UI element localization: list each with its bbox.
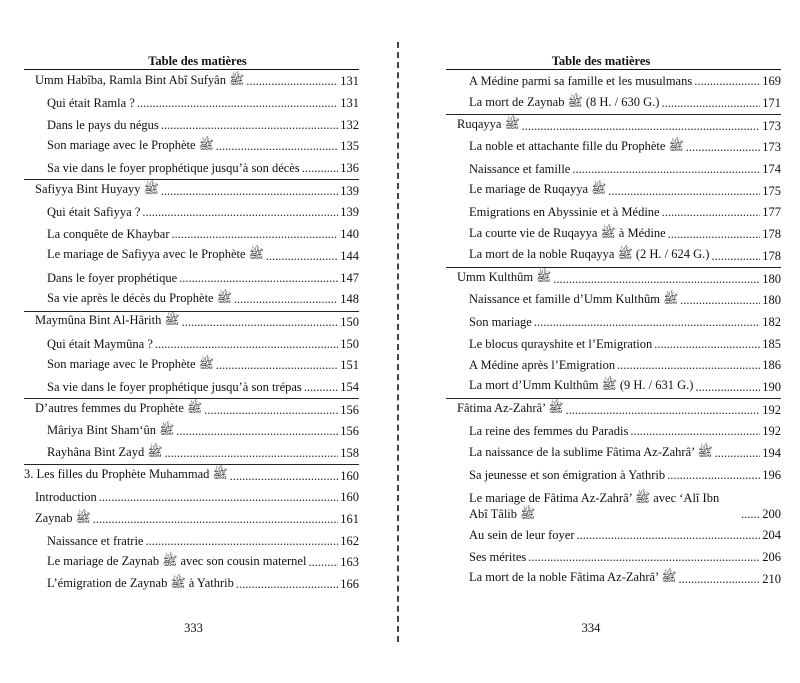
toc-entry-label: Maymûna Bint Al-Hârith ﷺ xyxy=(35,313,180,328)
toc-entry-page: 180 xyxy=(762,293,781,308)
toc-entry-page: 148 xyxy=(340,292,359,307)
toc-entry[interactable] xyxy=(24,377,359,400)
toc-entry-label: Fâtima Az-Zahrâ’ ﷺ xyxy=(457,401,564,416)
right-page xyxy=(402,0,800,683)
toc-entry[interactable] xyxy=(446,93,781,116)
toc-entry[interactable] xyxy=(24,509,359,531)
toc-entry-label: Naissance et fratrie xyxy=(47,533,144,548)
toc-leader-dots xyxy=(164,446,338,461)
toc-entry[interactable] xyxy=(446,464,781,486)
toc-entry-label: Sa vie dans le foyer prophétique jusqu’à son décès xyxy=(47,161,300,176)
toc-entry-label: La mort de la noble Fâtima Az-Zahrâ’ ﷺ xyxy=(469,570,677,585)
toc-entry[interactable] xyxy=(24,465,359,487)
toc-entry[interactable] xyxy=(446,568,781,590)
toc-entry-page: 171 xyxy=(762,96,781,111)
toc-entry-label: Umm Habîba, Ramla Bint Abî Sufyân ﷺ xyxy=(35,72,245,87)
toc-entry-page: 177 xyxy=(762,205,781,220)
toc-leader-dots xyxy=(308,555,338,570)
toc-entry-label: Qui était Ramla ? xyxy=(47,96,135,111)
toc-entry[interactable] xyxy=(24,114,359,136)
toc-leader-dots xyxy=(680,293,760,308)
toc-entry-page: 160 xyxy=(340,490,359,505)
toc-entry[interactable] xyxy=(446,71,781,93)
toc-leader-dots xyxy=(522,119,761,134)
toc-leader-dots xyxy=(172,227,339,242)
toc-entry[interactable] xyxy=(446,312,781,334)
toc-leader-dots xyxy=(686,140,761,155)
toc-entry-page: 180 xyxy=(762,271,781,286)
toc-leader-dots xyxy=(99,490,338,505)
toc-entry-label: Dans le foyer prophétique xyxy=(47,270,178,285)
toc-entry[interactable] xyxy=(24,574,359,596)
toc-entry[interactable] xyxy=(446,333,781,355)
toc-entry-page: 151 xyxy=(340,358,359,373)
toc-entry[interactable] xyxy=(446,421,781,443)
toc-leader-dots xyxy=(142,205,338,220)
toc-entry[interactable] xyxy=(24,267,359,289)
toc-leader-dots xyxy=(694,74,760,89)
toc-entry[interactable] xyxy=(24,246,359,268)
left-toc-list xyxy=(24,71,359,596)
toc-leader-dots xyxy=(553,272,760,287)
toc-leader-dots xyxy=(216,358,338,373)
toc-leader-dots xyxy=(145,534,338,549)
toc-entry-label: Umm Kulthûm ﷺ xyxy=(457,270,552,285)
toc-entry[interactable] xyxy=(24,136,359,158)
toc-entry-label: D’autres femmes du Prophète ﷺ xyxy=(35,401,203,416)
toc-entry-label: Ruqayya ﷺ xyxy=(457,117,520,132)
toc-entry-page: 194 xyxy=(762,446,781,461)
toc-leader-dots xyxy=(741,507,760,525)
toc-entry-label: L’émigration de Zaynab ﷺ à Yathrib xyxy=(47,575,234,590)
toc-entry-label: Au sein de leur foyer xyxy=(469,528,575,543)
toc-entry[interactable] xyxy=(24,158,359,181)
toc-leader-dots xyxy=(662,205,761,220)
toc-entry[interactable] xyxy=(446,180,781,202)
toc-entry-label: Le mariage de Safiyya avec le Prophète ﷺ xyxy=(47,247,264,262)
toc-leader-dots xyxy=(234,292,338,307)
toc-entry-page: 163 xyxy=(340,555,359,570)
toc-entry[interactable] xyxy=(446,224,781,246)
toc-leader-dots xyxy=(236,577,338,592)
toc-entry-page: 158 xyxy=(340,446,359,461)
toc-entry-page: 190 xyxy=(762,379,781,394)
toc-entry-page: 173 xyxy=(762,140,781,155)
toc-entry-label: Le mariage de Zaynab ﷺ avec son cousin maternel xyxy=(47,553,307,568)
toc-entry-page: 210 xyxy=(762,571,781,586)
toc-leader-dots xyxy=(182,315,339,330)
toc-entry[interactable] xyxy=(24,333,359,355)
toc-entry-page: 160 xyxy=(340,468,359,483)
toc-entry-page: 178 xyxy=(762,227,781,242)
toc-entry[interactable] xyxy=(446,159,781,181)
toc-leader-dots xyxy=(179,271,338,286)
toc-entry-label: La conquête de Khaybar xyxy=(47,227,170,242)
toc-leader-dots xyxy=(155,337,338,352)
toc-entry-label: Le mariage de Fâtima Az-Zahrâ’ ﷺ avec ‘Alî Ibn Abî Tâlib ﷺ xyxy=(469,491,720,522)
toc-entry-page: 175 xyxy=(762,183,781,198)
toc-leader-dots xyxy=(216,139,338,154)
toc-entry[interactable] xyxy=(24,355,359,377)
right-page-number: 334 xyxy=(581,621,601,635)
toc-entry-label: 3. Les filles du Prophète Muhammad ﷺ xyxy=(24,467,228,482)
toc-entry-page: 140 xyxy=(340,227,359,242)
toc-leader-dots xyxy=(617,358,760,373)
toc-entry-page: 196 xyxy=(762,467,781,482)
toc-entry-label: La mort de la noble Ruqayya ﷺ (2 H. / 624 G.) xyxy=(469,247,710,262)
toc-entry-label: Sa jeunesse et son émigration à Yathrib xyxy=(469,467,666,482)
toc-entry-page: 178 xyxy=(762,248,781,263)
toc-entry-page: 156 xyxy=(340,402,359,417)
toc-entry[interactable] xyxy=(24,312,359,334)
toc-entry-page: 174 xyxy=(762,162,781,177)
toc-entry[interactable] xyxy=(446,268,781,290)
left-title-rule xyxy=(24,69,359,70)
toc-entry-label: Mâriya Bint Sham‘ûn ﷺ xyxy=(47,422,175,437)
toc-entry[interactable] xyxy=(24,202,359,224)
toc-entry-label: Le mariage de Ruqayya ﷺ xyxy=(469,182,607,197)
left-page xyxy=(0,0,395,683)
toc-leader-dots xyxy=(695,380,760,395)
toc-entry-label: Dans le pays du négus xyxy=(47,117,159,132)
toc-entry-label: Introduction xyxy=(35,490,97,505)
left-page-title: Table des matières xyxy=(148,54,247,68)
toc-entry[interactable] xyxy=(446,377,781,400)
toc-entry[interactable] xyxy=(446,443,781,465)
toc-entry[interactable] xyxy=(446,137,781,159)
toc-entry-page: 154 xyxy=(340,379,359,394)
toc-entry-page: 206 xyxy=(762,550,781,565)
toc-entry[interactable] xyxy=(24,289,359,312)
toc-entry-page: 139 xyxy=(340,205,359,220)
toc-leader-dots xyxy=(679,572,761,587)
toc-leader-dots xyxy=(572,162,760,177)
toc-entry-label: La noble et attachante fille du Prophète ﷺ xyxy=(469,138,684,153)
left-page-number: 333 xyxy=(184,621,203,635)
toc-entry-label: Son mariage avec le Prophète ﷺ xyxy=(47,356,214,371)
toc-entry[interactable] xyxy=(24,421,359,443)
toc-leader-dots xyxy=(266,249,338,264)
toc-entry-label: La mort d’Umm Kulthûm ﷺ (9 H. / 631 G.) xyxy=(469,378,694,393)
toc-entry-page: 185 xyxy=(762,336,781,351)
toc-entry-label: Naissance et famille d’Umm Kulthûm ﷺ xyxy=(469,291,679,306)
toc-entry-label: Sa vie après le décès du Prophète ﷺ xyxy=(47,290,232,305)
toc-entry-label: A Médine après l’Emigration xyxy=(469,358,616,373)
toc-entry-label: A Médine parmi sa famille et les musulmans xyxy=(469,74,693,89)
toc-entry-page: 131 xyxy=(340,96,359,111)
toc-entry[interactable] xyxy=(24,552,359,574)
toc-leader-dots xyxy=(176,424,338,439)
toc-entry-page: 144 xyxy=(340,248,359,263)
toc-leader-dots xyxy=(715,446,761,461)
toc-entry-page: 147 xyxy=(340,270,359,285)
toc-leader-dots xyxy=(204,403,338,418)
toc-entry-label: Rayhâna Bint Zayd ﷺ xyxy=(47,444,163,459)
toc-entry-label: La reine des femmes du Paradis xyxy=(469,424,629,439)
toc-entry-label: Emigrations en Abyssinie et à Médine xyxy=(469,205,660,220)
toc-entry-label: La mort de Zaynab ﷺ (8 H. / 630 G.) xyxy=(469,94,660,109)
toc-leader-dots xyxy=(668,227,761,242)
toc-entry[interactable] xyxy=(446,115,781,137)
toc-entry-page: 186 xyxy=(762,358,781,373)
toc-entry-page: 182 xyxy=(762,314,781,329)
toc-entry-page: 131 xyxy=(340,74,359,89)
toc-leader-dots xyxy=(161,118,338,133)
toc-entry-page: 173 xyxy=(762,118,781,133)
toc-entry-label: Son mariage avec le Prophète ﷺ xyxy=(47,137,214,152)
toc-leader-dots xyxy=(654,337,760,352)
toc-entry-label: Son mariage xyxy=(469,314,532,329)
toc-entry-page: 204 xyxy=(762,528,781,543)
toc-entry-page: 132 xyxy=(340,117,359,132)
toc-entry[interactable] xyxy=(446,399,781,421)
toc-entry[interactable] xyxy=(24,71,359,93)
toc-leader-dots xyxy=(711,249,760,264)
toc-entry-page: 136 xyxy=(340,161,359,176)
toc-entry[interactable] xyxy=(446,246,781,269)
toc-leader-dots xyxy=(304,380,338,395)
toc-entry-label: Qui était Maymûna ? xyxy=(47,336,153,351)
toc-entry-page: 156 xyxy=(340,424,359,439)
toc-entry-page: 192 xyxy=(762,424,781,439)
toc-entry[interactable] xyxy=(24,224,359,246)
toc-entry[interactable] xyxy=(24,399,359,421)
toc-entry-page: 192 xyxy=(762,402,781,417)
toc-entry-label: La naissance de la sublime Fâtima Az-Zahrâ’ ﷺ xyxy=(469,444,713,459)
toc-leader-dots xyxy=(528,550,760,565)
toc-entry-page: 139 xyxy=(340,183,359,198)
toc-entry-page: 162 xyxy=(340,533,359,548)
page-divider xyxy=(397,42,399,642)
toc-leader-dots xyxy=(667,468,760,483)
toc-entry-page: 150 xyxy=(340,314,359,329)
toc-entry[interactable] xyxy=(24,443,359,466)
toc-entry-label: Naissance et famille xyxy=(469,162,571,177)
toc-leader-dots xyxy=(566,403,761,418)
toc-leader-dots xyxy=(161,184,338,199)
toc-leader-dots xyxy=(661,96,760,111)
toc-entry-page: 150 xyxy=(340,336,359,351)
toc-entry[interactable] xyxy=(24,180,359,202)
toc-entry-page: 161 xyxy=(340,512,359,527)
toc-entry[interactable] xyxy=(24,530,359,552)
right-title-rule xyxy=(446,69,781,70)
right-page-title: Table des matières xyxy=(551,54,651,68)
toc-leader-dots xyxy=(246,74,338,89)
toc-leader-dots xyxy=(534,315,760,330)
toc-entry[interactable] xyxy=(446,202,781,224)
toc-leader-dots xyxy=(93,512,339,527)
toc-entry-page: 135 xyxy=(340,139,359,154)
toc-entry[interactable] xyxy=(446,547,781,569)
toc-entry[interactable] xyxy=(446,290,781,312)
toc-entry-page: 169 xyxy=(762,74,781,89)
right-toc-list xyxy=(446,71,781,590)
toc-entry-label: Sa vie dans le foyer prophétique jusqu’à son trépas xyxy=(47,379,302,394)
toc-entry[interactable] xyxy=(446,355,781,377)
toc-entry[interactable] xyxy=(24,487,359,509)
toc-entry[interactable] xyxy=(24,93,359,115)
toc-entry[interactable] xyxy=(446,525,781,547)
toc-leader-dots xyxy=(302,161,339,176)
toc-leader-dots xyxy=(630,424,760,439)
toc-entry[interactable] xyxy=(446,486,781,525)
toc-entry-page: 166 xyxy=(340,577,359,592)
toc-leader-dots xyxy=(137,96,338,111)
toc-entry-label: Zaynab ﷺ xyxy=(35,510,91,525)
toc-entry-label: La courte vie de Ruqayya ﷺ à Médine xyxy=(469,225,666,240)
toc-entry-label: Safiyya Bint Huyayy ﷺ xyxy=(35,182,159,197)
toc-entry-label: Ses mérites xyxy=(469,550,527,565)
toc-entry-page: 200 xyxy=(762,507,781,522)
toc-entry-label: Le blocus qurayshite et l’Emigration xyxy=(469,336,653,351)
toc-leader-dots xyxy=(608,184,760,199)
toc-leader-dots xyxy=(577,528,761,543)
toc-leader-dots xyxy=(230,469,339,484)
toc-entry-label: Qui était Safiyya ? xyxy=(47,205,141,220)
